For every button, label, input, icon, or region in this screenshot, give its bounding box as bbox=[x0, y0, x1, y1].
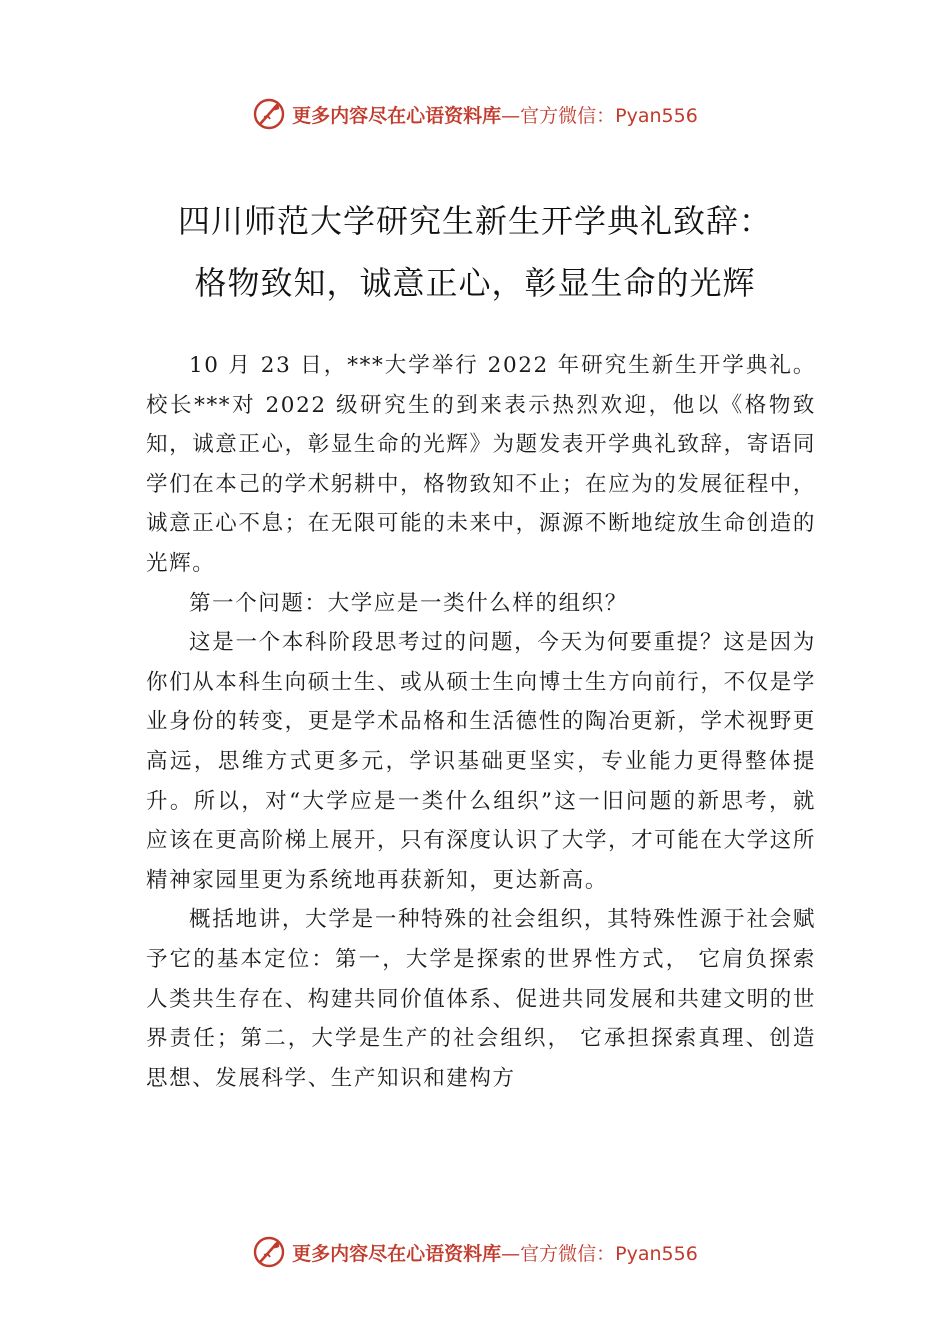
title-line-2: 格物致知，诚意正心，彰显生命的光辉 bbox=[194, 264, 756, 302]
body-paragraph: 第一个问题：大学应是一类什么样的组织？ bbox=[189, 590, 628, 616]
body-paragraph: 概括地讲，大学是一种特殊的社会组织，其特殊性源于社会赋予它的基本定位：第一，大学是探索的世界性方式， 它肩负探索人类共生存在、构建共同价值体系、促进共同发展和共建文明的世界责任；第二，大学是生产的社会组织， 它承担探索真理、创造思想、发展科学、生产知识和建构方 bbox=[146, 907, 816, 1091]
document-body bbox=[146, 346, 816, 1098]
quill-seal-logo-icon bbox=[252, 97, 286, 131]
banner-contact-text: —官方微信：Pyan556 bbox=[501, 1242, 698, 1265]
banner-contact-text: —官方微信：Pyan556 bbox=[501, 104, 698, 127]
title-line-1: 四川师范大学研究生新生开学典礼致辞： bbox=[177, 202, 772, 240]
banner-brand-text: 更多内容尽在心语资料库 bbox=[292, 1242, 502, 1265]
footer-watermark-banner bbox=[0, 1232, 950, 1272]
body-paragraph: 这是一个本科阶段思考过的问题，今天为何要重提？这是因为你们从本科生向硕士生、或从硕士生向博士生方向前行，不仅是学业身份的转变，更是学术品格和生活德性的陶冶更新，学术视野更高远，思维方式更多元，学识基础更坚实，专业能力更得整体提升。所以，对“大学应是一类什么组织”这一旧问题的新思考，就应该在更高阶梯上展开，只有深度认识了大学，才可能在大学这所精神家园里更为系统地再获新知，更达新高。 bbox=[146, 630, 816, 893]
body-paragraph: 10 月 23 日，***大学举行 2022 年研究生新生开学典礼。校长***对 2022 级研究生的到来表示热烈欢迎，他以《格物致知，诚意正心，彰显生命的光辉》为题发表开学典礼致辞，寄语同学们在本己的学术躬耕中，格物致知不止；在应为的发展征程中，诚意正心不息；在无限可能的未来中，源源不断地绽放生命创造的光辉。 bbox=[146, 353, 816, 576]
document-title bbox=[0, 190, 950, 314]
banner-brand-text: 更多内容尽在心语资料库 bbox=[292, 104, 502, 127]
quill-seal-logo-icon bbox=[252, 1235, 286, 1269]
header-watermark-banner bbox=[0, 94, 950, 134]
